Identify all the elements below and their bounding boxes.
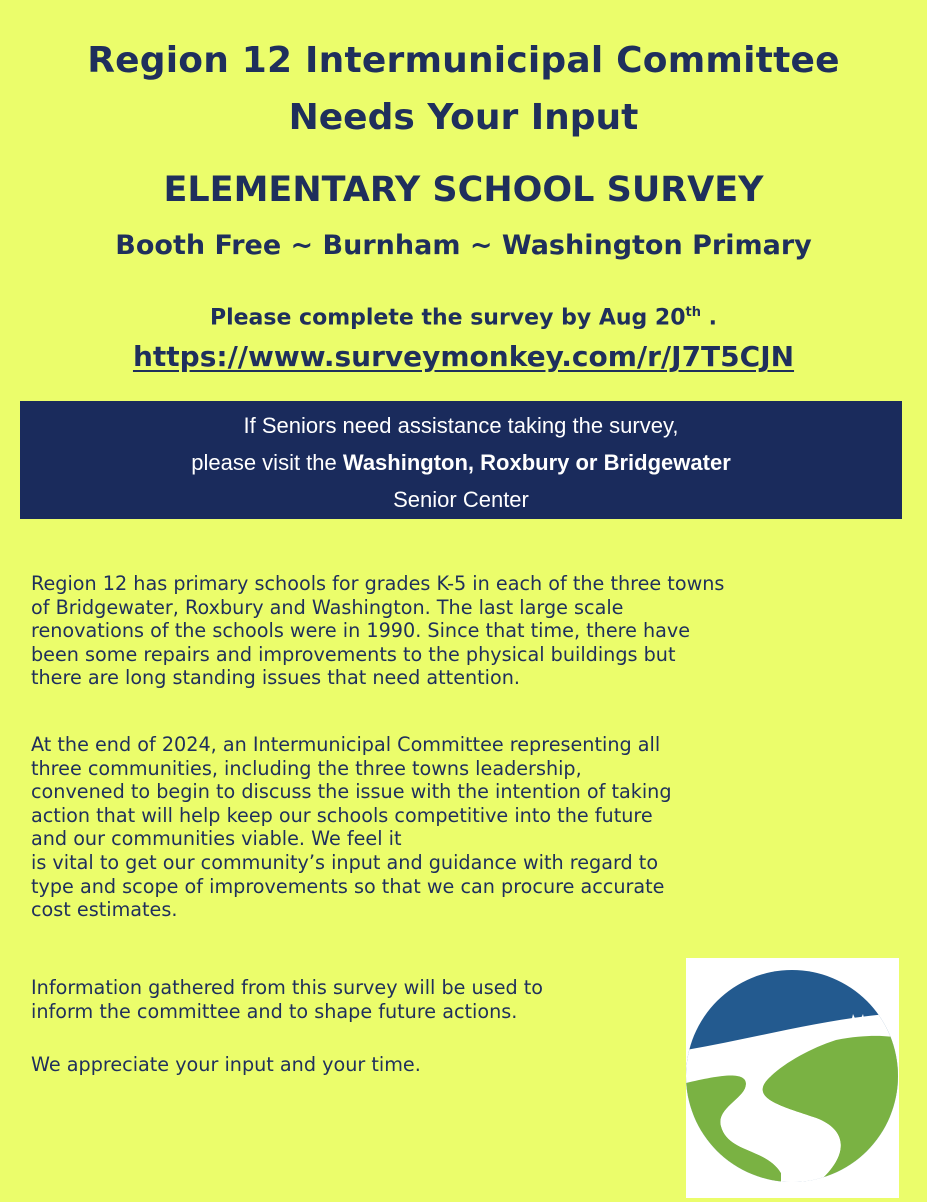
paragraph-committee [31, 733, 901, 922]
text-line: three communities, including the three towns leadership, [31, 756, 582, 780]
banner-line-2-text: please visit the [191, 450, 343, 475]
deadline-text: Please complete the survey by Aug 20 [209, 305, 686, 331]
text-line: convened to begin to discuss the issue with the intention of taking [31, 780, 672, 804]
headline-line-1: Region 12 Intermunicipal Committee [87, 40, 840, 81]
text-line: We appreciate your input and your time. [31, 1053, 421, 1076]
deadline [0, 305, 927, 330]
senior-assistance-banner [20, 401, 902, 519]
text-line: is vital to get our community’s input and guidance with regard to [31, 850, 659, 874]
text-line: and our communities viable. We feel it [31, 827, 402, 851]
banner-line-1: If Seniors need assistance taking the survey, [243, 413, 679, 438]
text-line: At the end of 2024, an Intermunicipal Committee representing all [31, 733, 661, 756]
region-12-logo [686, 958, 899, 1198]
text-line: there are long standing issues that need attention. [31, 666, 521, 690]
text-line: inform the committee and to shape future actions. [31, 999, 518, 1023]
logo-graphic [686, 958, 899, 1198]
text-line: renovations of the schools were in 1990. Since that time, there have [31, 619, 691, 643]
headline-line-2: Needs Your Input [288, 97, 639, 138]
text-line: Information gathered from this survey will be used to [31, 976, 544, 999]
paragraph-schools [31, 572, 901, 690]
text-line: Region 12 has primary schools for grades K-5 in each of the three towns [31, 572, 725, 595]
survey-link[interactable]: https://www.surveymonkey.com/r/J7T5CJN [132, 340, 795, 373]
survey-title: ELEMENTARY SCHOOL SURVEY [163, 170, 764, 210]
banner-towns: Washington, Roxbury or Bridgewater [342, 450, 731, 475]
deadline-ordinal: th [685, 305, 702, 320]
school-names: Booth Free ~ Burnham ~ Washington Primary [115, 230, 812, 261]
banner-line-3: Senior Center [393, 487, 529, 512]
text-line: of Bridgewater, Roxbury and Washington. The last large scale [31, 595, 624, 619]
text-line: action that will help keep our schools competitive into the future [31, 803, 653, 827]
paragraph-information [31, 976, 681, 1023]
banner-line-2 [20, 444, 902, 481]
text-line: been some repairs and improvements to the physical buildings but [31, 642, 676, 666]
deadline-end: . [701, 305, 718, 331]
text-line: cost estimates. [31, 898, 178, 922]
text-line: type and scope of improvements so that we can procure accurate [31, 874, 665, 898]
